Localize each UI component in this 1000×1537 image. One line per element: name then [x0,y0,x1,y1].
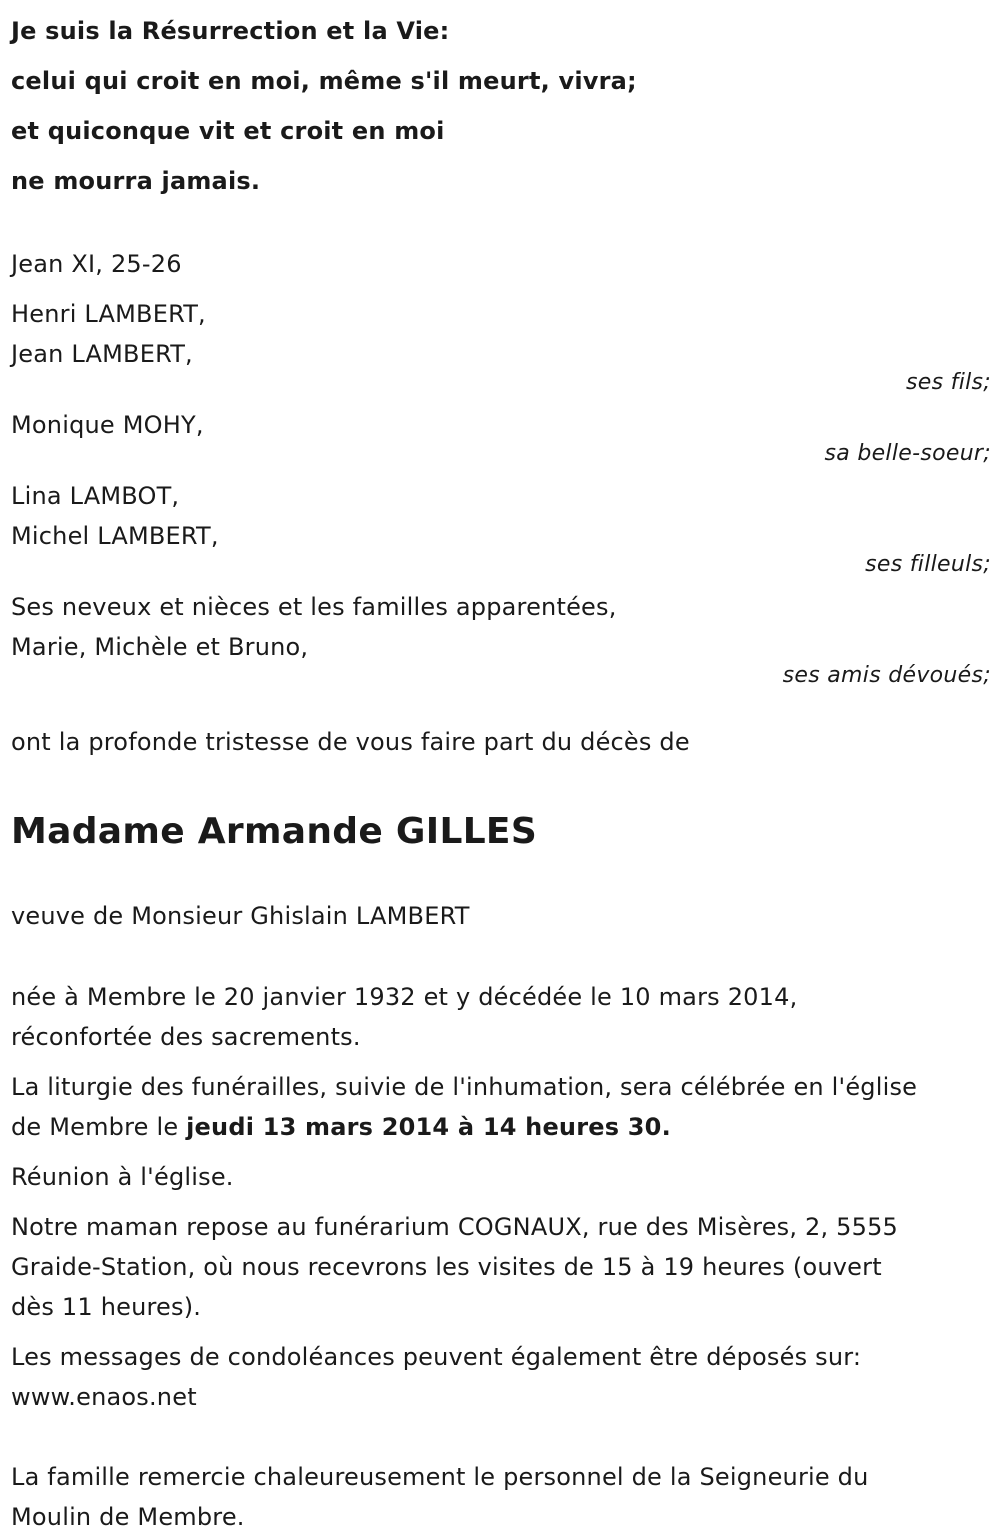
family-name: Ses neveux et nièces et les familles apparentées, [11,593,617,621]
birth-death-line: née à Membre le 20 janvier 1932 et y décédée le 10 mars 2014, [11,983,798,1011]
condolences-text [11,1337,991,1417]
funerarium-text [11,1207,991,1327]
family-relation: ses amis dévoués; [782,663,991,688]
obituary-notice [11,0,991,1537]
family-group-godchildren [11,476,991,577]
funerarium-line: Graide-Station, où nous recevrons les visites de 15 à 19 heures (ouvert [11,1253,882,1281]
birth-death-text [11,977,991,1057]
funerarium-line: dès 11 heures). [11,1293,202,1321]
family-name: Monique MOHY, [11,411,204,439]
scripture-reference: Jean XI, 25-26 [11,250,182,278]
funeral-text [11,1067,991,1147]
thanks-text [11,1457,991,1537]
thanks-line: La famille remercie chaleureusement le personnel de la Seigneurie du [11,1463,869,1491]
verse-line: celui qui croit en moi, même s'il meurt, vivra; [11,67,637,95]
meeting-text: Réunion à l'église. [11,1163,234,1191]
family-name: Jean LAMBERT, [11,340,193,368]
family-relation: ses fils; [906,370,991,395]
birth-death-line: réconfortée des sacrements. [11,1023,361,1051]
family-group-sister-in-law [11,405,991,466]
verse-line: Je suis la Résurrection et la Vie: [11,17,450,45]
scripture-verse [11,0,991,206]
family-group-sons [11,294,991,395]
family-relation: sa belle-soeur; [824,441,991,466]
family-name: Michel LAMBERT, [11,522,219,550]
thanks-line: Moulin de Membre. [11,1503,245,1531]
funeral-datetime: jeudi 13 mars 2014 à 14 heures 30. [186,1113,671,1141]
funeral-line: La liturgie des funérailles, suivie de l'inhumation, sera célébrée en l'église [11,1073,918,1101]
verse-line: ne mourra jamais. [11,167,261,195]
family-group-friends [11,587,991,688]
family-name: Marie, Michèle et Bruno, [11,633,309,661]
verse-line: et quiconque vit et croit en moi [11,117,445,145]
deceased-name: Madame Armande GILLES [11,811,538,852]
family-name: Lina LAMBOT, [11,482,180,510]
family-name: Henri LAMBERT, [11,300,206,328]
announcement-text: ont la profonde tristesse de vous faire part du décès de [11,728,690,756]
condolences-line: Les messages de condoléances peuvent également être déposés sur: [11,1343,862,1371]
funeral-line-prefix: de Membre le [11,1113,187,1141]
funerarium-line: Notre maman repose au funérarium COGNAUX, rue des Misères, 2, 5555 [11,1213,899,1241]
condolences-website: www.enaos.net [11,1383,197,1411]
family-relation: ses filleuls; [865,552,991,577]
widow-of-text: veuve de Monsieur Ghislain LAMBERT [11,902,470,930]
